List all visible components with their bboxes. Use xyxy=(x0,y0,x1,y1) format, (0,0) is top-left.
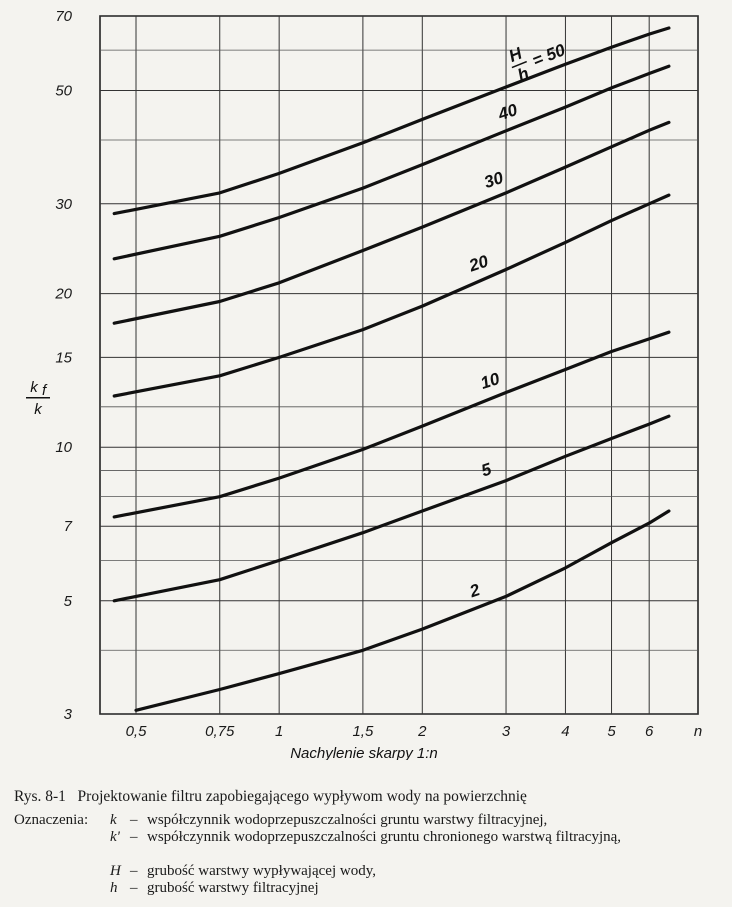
x-tick-label: 1 xyxy=(274,723,284,740)
ratio-numerator: H xyxy=(506,43,525,66)
legend-heading: Oznaczenia: xyxy=(14,812,89,828)
curve-5 xyxy=(114,416,669,601)
curve-50 xyxy=(114,28,669,214)
legend-dash: – xyxy=(130,812,138,828)
y-tick-label: 10 xyxy=(55,439,72,457)
y-tick-label: 15 xyxy=(55,349,72,367)
curves xyxy=(114,28,669,710)
legend-symbol: h xyxy=(110,880,118,896)
curve-label-2: 2 xyxy=(467,580,483,602)
curve-20 xyxy=(114,195,669,396)
x-tick-label: 1,5 xyxy=(352,723,374,740)
figure-caption xyxy=(14,788,527,806)
legend-dash: – xyxy=(130,863,138,879)
y-tick-label: 50 xyxy=(55,82,72,100)
curve-10 xyxy=(114,332,669,517)
y-tick-label: 7 xyxy=(63,518,72,536)
plot-frame xyxy=(100,16,698,714)
curve-label-20: 20 xyxy=(466,251,491,276)
figure-number: Rys. 8-1 xyxy=(14,788,66,805)
x-tick-label: n xyxy=(693,723,703,740)
legend-description: współczynnik wodoprzepuszczalności gruntu warstwy filtracyjnej, xyxy=(147,812,548,828)
y-axis-label xyxy=(26,379,50,418)
curve-label-30: 30 xyxy=(481,168,506,192)
x-tick-label: 2 xyxy=(418,723,427,740)
legend-symbol: k xyxy=(110,812,117,828)
curve-30 xyxy=(114,122,669,323)
curve-label-5: 5 xyxy=(478,459,494,481)
curve-label-10: 10 xyxy=(478,369,503,393)
y-tick-label: 30 xyxy=(55,195,72,213)
y-label-subscript: f xyxy=(42,381,47,399)
legend-dash: – xyxy=(130,880,138,896)
legend-dash: – xyxy=(130,829,138,845)
curve-label-text: = 50 xyxy=(529,40,568,71)
curve-labels xyxy=(466,28,572,602)
legend-description: grubość warstwy wypływającej wody, xyxy=(147,863,376,879)
y-label-numerator: k xyxy=(30,378,38,396)
figure-title: Projektowanie filtru zapobiegającego wypływom wody na powierzchnię xyxy=(77,788,527,805)
y-tick-label: 70 xyxy=(55,8,72,25)
legend-description: grubość warstwy filtracyjnej xyxy=(147,880,319,896)
curve-label-40: 40 xyxy=(495,100,520,125)
curve-40 xyxy=(114,63,669,259)
ratio-denominator: h xyxy=(514,63,532,86)
x-tick-label: 3 xyxy=(501,723,511,740)
x-tick-label: 0,5 xyxy=(125,723,147,740)
x-tick-label: 5 xyxy=(607,723,616,740)
curve-label-50 xyxy=(504,28,571,86)
tick-labels xyxy=(54,8,702,740)
legend-description: współczynnik wodoprzepuszczalności gruntu chronionego warstwą filtracyjną, xyxy=(147,829,622,845)
y-tick-label: 20 xyxy=(55,285,72,303)
y-tick-label: 5 xyxy=(63,592,72,610)
y-label-denominator: k xyxy=(34,400,42,418)
y-tick-label: 3 xyxy=(63,706,72,723)
x-tick-label: 4 xyxy=(561,723,570,740)
curve-2 xyxy=(136,511,669,710)
x-tick-label: 0,75 xyxy=(205,723,235,740)
grid xyxy=(100,16,698,714)
x-axis-title: Nachylenie skarpy 1:n xyxy=(290,745,438,760)
legend-symbol: H xyxy=(110,863,121,879)
legend-symbol: k' xyxy=(110,829,120,845)
x-tick-label: 6 xyxy=(645,723,654,740)
